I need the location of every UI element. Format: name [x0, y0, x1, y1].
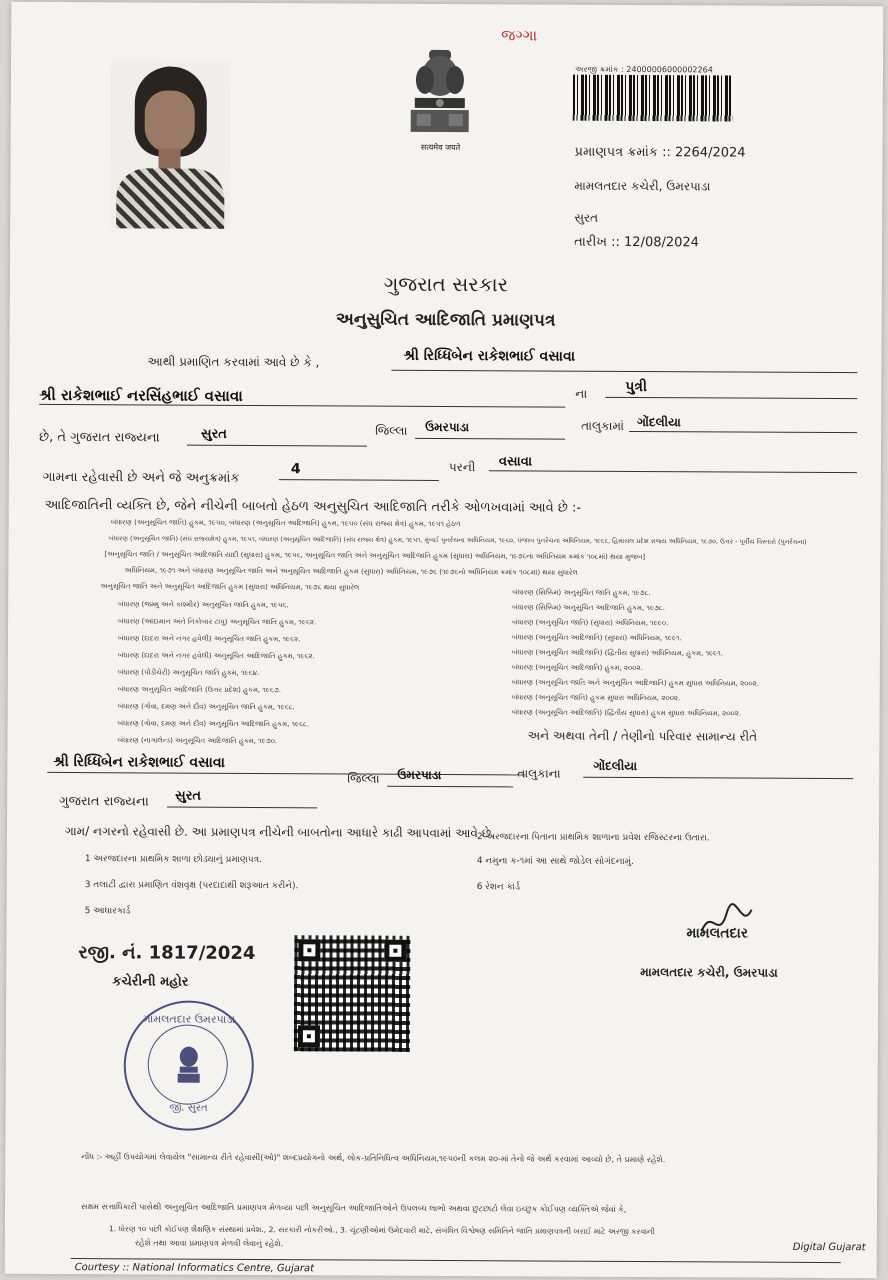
note-line: નોંધ :- અહીં ઉપયોગમાં લેવાયેલ "સામાન્ય રીતે રહેવાસી(ઓ)" શબ્દપ્રયોગનો અર્થ, લોક-પ્રતિનિધિત્વ અધિનિયમ,૧૯૫૦ની કલમ ૨૦-માં તેનો જે અર્થ કરવામાં આવ્યો છે, તે પ્રમાણે રહેશે. [81, 1152, 666, 1165]
of-label: ના [575, 386, 588, 401]
seal-text-bottom: જી. સુરત [169, 1102, 208, 1114]
certificate-title: અનુસુચિત આદિજાતિ પ્રમાણપત્ર [335, 309, 556, 331]
father-name: શ્રી રાકેશભાઈ નરસિંહભાઈ વસાવા [39, 385, 243, 405]
document-item: 2 અરજદારના પિતાના પ્રાથમિક શાળાના પ્રવેશ રજિસ્ટરના ઉતારા. [476, 832, 710, 844]
signature-office: મામલતદાર કચેરી, ઉમરપાડા [640, 965, 778, 980]
order-right-item: બંધારણ (અનુસૂચિત જાતિ) (સુધારા) અધિનિયમ, ૧૯૯૦. [512, 618, 669, 628]
taluka-label: તાલુકામાં [581, 418, 624, 433]
order-right-item: બંધારણ (અનુસૂચિત આદિજાતિ) (દ્વિતીય સુધારા) હુકમ સુધારા અધિનિયમ, ૨૦૦૨. [511, 708, 742, 718]
order-right-item: બંધારણ (અનુસૂચિત આદિજાતિ) (દ્વિતીય સુધારા) અધિનિયમ, હુકમ, ૧૯૯૧. [511, 648, 723, 658]
relation-line [605, 397, 857, 399]
serial-line [279, 479, 439, 481]
order-line: અનુસૂચિત જાતિ અને અનુસૂચિત આદિજાતિ હુકમ (સુધારા) અધિનિયમ, ૧૯૭૬ થયા સુધારેલ [100, 582, 360, 592]
document-item: 4 નમુના ક-૧માં આ સાથે જોડેલ સોગંદનામું. [476, 856, 634, 867]
order-line: અધિનિયમ, ૧૯૭૧ અને બંધારણ અનુસૂચિત જાતિ અને અનુસૂચિત આદિજાતિ હુકમ (સુધારા) અધિનિયમ, ૧૯૭૬ (૧૯૭૬નો અધિનિયમ ક્રમાંક ૧૦૮માં) થયા સુધારેલ [124, 566, 578, 577]
order-right-item: બંધારણ (અનુસૂચિત આદિજાતિ) હુકમ, ૨૦૦૨. [511, 663, 643, 673]
applicant-name-line [391, 370, 857, 373]
certify-text: આથી પ્રમાણિત કરવામાં આવે છે કે , [147, 354, 320, 370]
national-emblem-icon [401, 46, 479, 140]
issue-date: તારીખ :: 12/08/2024 [574, 234, 700, 251]
district-value: સુરત [201, 426, 227, 442]
emblem-motto: सत्यमेव जयते [420, 142, 461, 153]
basis-text: ગામ/ નગરનો રહેવાસી છે. આ પ્રમાણપત્ર નીચેની બાબતોના આધારે કાઢી આપવામાં આવે છે. [64, 824, 495, 841]
handwritten-note: જગ્ગા [501, 26, 538, 45]
note-line: 1. ધોરણ ૧૦ પછી કોઈપણ શૈક્ષણિક સંસ્થામાં પ્રવેશ., 2. સરકારી નોકરીઓ., 3. ચૂંટણીઓમાં ઉમેદવારી માટે, સંબંધિત વિશ્વેષણ સમિતિને જાતિ પ્રમાણપત્રની ખરાઈ માટે અરજી કરવાની [108, 1224, 655, 1237]
barcode [573, 75, 733, 122]
resident-label: ગામના રહેવાસી છે અને જે અનુક્રમાંક [42, 469, 240, 486]
order-left-item: બંધારણ અનુસૂચિત આદિજાતિ (ઉત્તર પ્રદેશ) હુકમ, ૧૯૬૭. [117, 685, 281, 695]
office-rubber-seal [123, 1000, 254, 1131]
order-right-item: બંધારણ (અનુસૂચિત જાતિ) હુકમ સુધારા અધિનિયમ, ૨૦૦૨. [511, 693, 681, 703]
village-value: ગોંદલીયા [637, 415, 681, 430]
order-right-item: બંધારણ (સિક્કિમ) અનુસૂચિત આદિજાતિ હુકમ, ૧૯૭૮. [512, 603, 665, 613]
certificate-number: પ્રમાણપત્ર ક્રમાંક :: 2264/2024 [574, 144, 746, 161]
subcaste-value: વસાવા [498, 454, 533, 470]
taluka-value: ઉમરપાડા [425, 419, 470, 435]
order-left-item: બંધારણ (દાદરા અને નગર હવેલી) અનુસૂચિત આદિજાતિ હુકમ, ૧૯૬૨. [117, 651, 315, 661]
order-left-item: બંધારણ (પોંડીચેરી) અનુસૂચિત જાતિ હુકમ, ૧૯૬૪. [117, 668, 260, 678]
taluka-label-2: તાલુકાના [517, 766, 561, 781]
state-label: છે, તે ગુજરાત રાજ્યના [39, 429, 160, 446]
order-left-item: બંધારણ (ગોવા, દમણ અને દીવ) અનુસૂચિત જાતિ હુકમ, ૧૯૬૮. [117, 702, 295, 712]
family-text: અને અથવા તેની / તેણીનો પરિવાર સામાન્ય રીતે [527, 728, 758, 744]
document-item: 5 આધારકાર્ડ [84, 906, 131, 917]
seal-text-top: મામલતદાર ઉમરપાડા [142, 1012, 236, 1026]
order-left-item: બંધારણ (દાદરા અને નગર હવેલી) અનુસૂચિત જાતિ હુકમ, ૧૯૬૨. [117, 634, 301, 644]
certificate-page [5, 2, 884, 1279]
qr-code [294, 935, 411, 1052]
order-line: [અનુસૂચિત જાતિ / અનુસૂચિત આદિજાતિ યાદી (સુધારા) હુકમ, ૧૯૫૬, અનુસૂચિત જાતિ અને અનુસૂચિત આદિજાતિ હુકમ (સુધારા) અધિનિયમ, ૧૯૭૬ના અધિનિયમ ક્રમાંક ૧૦૮માં) થયા મુજબ] [104, 550, 646, 562]
note-line: રહેશે તથા આવા પ્રમાણપત્ર મેળવી લેવાનું રહેશે. [134, 1238, 284, 1249]
orders-right-column [512, 588, 853, 725]
taluka-line [415, 438, 565, 440]
district-line [187, 445, 367, 447]
signature-title: મામલતદાર [686, 925, 749, 942]
taluka-2-line [387, 786, 513, 788]
order-line: બંધારણ (અનુસૂચિત જાતિ) (સંઘ રાજ્યક્ષેત્ર) હુકમ, ૧૯૫૧, બંધારણ (અનુસૂચિત આદિજાતિ) (સંઘ રાજ્ય ક્ષેત્ર) હુકમ, ૧૯૫૧, મુંબઈ પુનર્રચના અધિનિયમ, ૧૯૬૦, પંજાબ પુનર્રચના અધિનિયમ, ૧૯૬૬, હિમાચલ પ્રદેશ રાજ્ય અધિનિયમ, ૧૯૭૦, ઉત્તર - પૂર્વીય વિસ્તારો (પુનર્રચના) [108, 534, 807, 546]
district-2-line [167, 807, 317, 809]
issuing-office: મામલતદાર કચેરી, ઉમરપાડા [574, 178, 711, 194]
government-title: ગુજરાત સરકાર [383, 271, 509, 297]
recognised-text: આદિજાતિની વ્યક્તિ છે, જેને નીચેની બાબતો હેઠળ અનુસુચિત આદિજાતિ તરીકે ઓળખવામાં આવે છે :- [44, 497, 582, 516]
document-item: 3 તલાટી દ્વારા પ્રમાણિત વંશવૃક્ષ (પરદાદાથી શરૂઆત કરીને). [84, 880, 299, 892]
village-value-2: ગોંદલીયા [593, 758, 638, 774]
document-item: 6 રેશન કાર્ડ [476, 882, 520, 893]
district-label-2: જિલ્લા [347, 771, 380, 786]
office-seal-label: કચેરીની મહોર [112, 974, 189, 990]
order-left-item: બંધારણ (ગોવા, દમણ અને દીવ) અનુસૂચિત આદિજાતિ હુકમ, ૧૯૬૮. [117, 719, 310, 729]
order-right-item: બંધારણ (સિક્કિમ) અનુસૂચિત જાતિ હુકમ, ૧૯૭૮. [512, 588, 651, 598]
taluka-value-2: ઉમરપાડા [397, 767, 442, 782]
applicant-photo [110, 60, 231, 229]
order-left-item: બંધારણ (આંદામાન અને નિકોબાર ટાપુ) અનુસૂચિત જાતિ હુકમ, ૧૯૬૨. [118, 617, 317, 627]
order-left-item: બંધારણ (જમ્મુ અને કાશ્મીર) અનુસૂચિત જાતિ હુકમ, ૧૯૫૬. [118, 600, 289, 610]
serial-value: 4 [290, 461, 301, 478]
subcaste-line [489, 470, 857, 473]
document-item: 1 અરજદારના પ્રાથમિક શાળા છોડ્યાનું પ્રમાણપત્ર. [84, 854, 263, 866]
footer-credit: Courtesy :: National Informatics Centre, Gujarat [74, 1262, 315, 1275]
subcaste-label: પરની [448, 460, 476, 475]
applicant-name-2-line [47, 772, 525, 776]
orders-left-column [117, 600, 498, 755]
village-2-line [583, 777, 853, 779]
state-label-2: ગુજરાત રાજ્યના [59, 793, 149, 810]
applicant-name-2: શ્રી રિધ્ધિબેન રાકેશભાઈ વસાવા [53, 753, 226, 771]
district-label: જિલ્લા [375, 423, 408, 438]
father-name-line [39, 404, 565, 408]
order-line: બંધારણ (અનુસૂચિત જાતિ) હુકમ, ૧૯૫૦, બંધારણ (અનુસૂચિત આદિજાતિ) હુકમ, ૧૯૫૦ (સંઘ રાજ્ય ક્ષેત્ર) હુકમ, ૧૯૫૧ હેઠળ [110, 518, 461, 529]
village-line [629, 431, 857, 433]
order-right-item: બંધારણ (અનુસૂચિત આદિજાતિ) (સુધારા) અધિનિયમ, ૧૯૯૧. [511, 633, 682, 643]
note-line: સક્ષમ સત્તાધિકારી પાસેથી અનુસૂચિત આદિજાતિ પ્રમાણપત્ર મેળવ્યા પછી અનુસૂચિત આદિજાતિઓને ઉપલબ્ધ લાભો અથવા છુટછાટો લેવા ઇચ્છુક કોઈપણ વ્યક્તિએ જેવાં કે, [81, 1202, 627, 1214]
application-number: અરજી ક્રમાંક : 24000006000002264 [574, 64, 713, 75]
order-right-item: બંધારણ (અનુસૂચિત જાતિ અને અનુસૂચિત આદિજાતિ) હુકમ સુધારા અધિનિયમ, ૨૦૦૨. [511, 678, 759, 688]
footer-brand: Digital Gujarat [792, 1241, 866, 1254]
district-value-2: સુરત [175, 788, 202, 804]
relation: પુત્રી [625, 378, 648, 396]
seal-emblem-icon [174, 1045, 204, 1085]
order-left-item: બંધારણ (નાગાલેન્ડ) અનુસૂચિત આદિજાતિ હુકમ, ૧૯૭૦. [117, 736, 278, 746]
register-number: રજી. નં. 1817/2024 [78, 942, 256, 965]
applicant-name: શ્રી રિધ્ધિબેન રાકેશભાઈ વસાવા [403, 347, 576, 365]
office-city: સુરત [574, 210, 599, 225]
